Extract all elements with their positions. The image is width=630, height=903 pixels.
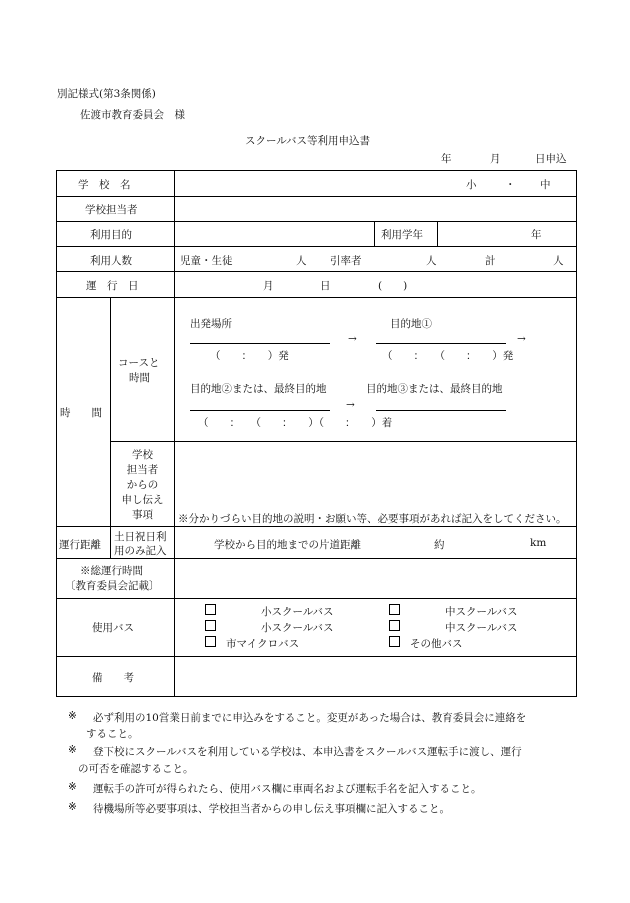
distance-unit: km [530,537,547,549]
bus-option[interactable] [389,636,400,649]
note-mark: ※ [68,744,77,756]
addressee: 佐渡市教育委員会 様 [80,109,185,121]
distance-label: 運行距離 [59,539,101,551]
people-label: 利用人数 [90,255,132,267]
bus-option-label: 中スクールバス [445,622,518,634]
remarks-label: 備 考 [92,672,134,684]
bus-option-label: 中スクールバス [445,606,518,618]
arrow-icon: → [517,333,526,345]
grade-unit: 年 [531,229,542,241]
course-label-1: コースと [118,357,160,369]
separator-dot: ・ [505,179,516,191]
form-reference: 別記様式(第3条関係) [57,88,156,100]
bus-option-label: 小スクールバス [261,622,334,634]
course-label-2: 時間 [129,372,150,384]
purpose-label: 利用目的 [90,229,132,241]
note-text: 待機場所等必要事項は、学校担当者からの申し伝え事項欄に記入すること。 [93,803,450,815]
destination2-line[interactable] [190,410,330,411]
elementary-label: 小 [466,179,477,191]
destination3-line[interactable] [376,410,506,411]
leader-label: 引率者 [330,255,362,267]
weekday-brackets: ( ) [378,280,408,292]
distance-approx: 約 [434,539,445,551]
total-time-label-1: ※総運行時間 [80,565,143,577]
bus-option[interactable] [205,604,216,617]
note-mark: ※ [68,801,77,813]
students-label: 児童・生徒 [180,255,233,267]
message-note: ※分かりづらい目的地の説明・お願い等、必要事項があれば記入をしてください。 [178,513,567,525]
bus-option[interactable] [205,620,216,633]
note-text-cont: すること。 [86,728,139,740]
arrow-icon: → [346,399,355,411]
destination1-label: 目的地① [390,318,432,330]
departure-time: （ ： ）発 [210,350,289,362]
time-label: 時 間 [60,407,102,419]
checkbox-icon[interactable] [205,604,216,615]
teacher-field[interactable] [175,197,575,220]
date-day-label: 日申込 [535,153,567,165]
bus-label: 使用バス [92,622,134,634]
page-title: スクールバス等利用申込書 [245,135,371,147]
date-month-unit: 月 [263,280,274,292]
total-time-field[interactable] [175,559,575,597]
middle-label: 中 [540,179,551,191]
note-text: 必ず利用の10営業日前までに申込みをすること。変更があった場合は、教育委員会に連絡を [93,712,527,724]
students-unit: 人 [296,255,307,267]
note-text: 運転手の許可が得られたら、使用バス欄に車両名および運転手名を記入すること。 [93,783,482,795]
date-label: 運 行 日 [86,280,139,292]
bus-option[interactable] [389,604,400,617]
note-mark: ※ [68,781,77,793]
destination2-label: 目的地②または、最終目的地 [190,383,327,395]
checkbox-icon[interactable] [389,620,400,631]
bus-option[interactable] [389,620,400,633]
departure-line[interactable] [190,343,330,344]
bus-option-label: その他バス [410,638,463,650]
note-mark: ※ [68,710,77,722]
date-month-label: 月 [490,153,501,165]
teacher-label: 学校担当者 [85,204,138,216]
distance-condition-1: 土日祝日利 [114,531,167,543]
message-label: 学校 担当者 からの 申し伝え 事項 [121,449,164,521]
checkbox-icon[interactable] [205,620,216,631]
note-text-cont: の可否を確認すること。 [78,763,194,775]
checkbox-icon[interactable] [389,636,400,647]
destination1-line[interactable] [376,343,506,344]
total-unit: 人 [553,255,564,267]
total-time-label-2: 〔教育委員会記載〕 [65,580,160,592]
distance-text: 学校から目的地までの片道距離 [214,539,361,551]
date-day-unit: 日 [320,280,331,292]
bus-option-label: 市マイクロバス [226,638,300,650]
total-label: 計 [485,255,496,267]
school-name-label: 学 校 名 [78,179,131,191]
departure-label: 出発場所 [190,318,232,330]
purpose-field[interactable] [175,222,373,245]
checkbox-icon[interactable] [205,636,216,647]
bus-option[interactable] [205,636,216,649]
date-year-label: 年 [441,153,452,165]
checkbox-icon[interactable] [389,604,400,615]
bus-option-label: 小スクールバス [261,606,334,618]
distance-condition-2: 用のみ記入 [114,545,167,557]
arrow-icon: → [348,333,357,345]
grade-field[interactable] [438,222,575,245]
destination3-label: 目的地③または、最終目的地 [366,383,503,395]
grade-label: 利用学年 [381,229,423,241]
destination23-time: （ ： （ ： ）（ ： ）着 [198,417,393,429]
destination1-time: （ ： （ ： ）発 [382,350,514,362]
note-text: 登下校にスクールバスを利用している学校は、本申込書をスクールバス運転手に渡し、運行 [93,746,522,758]
remarks-field[interactable] [175,657,575,695]
leader-unit: 人 [426,255,437,267]
